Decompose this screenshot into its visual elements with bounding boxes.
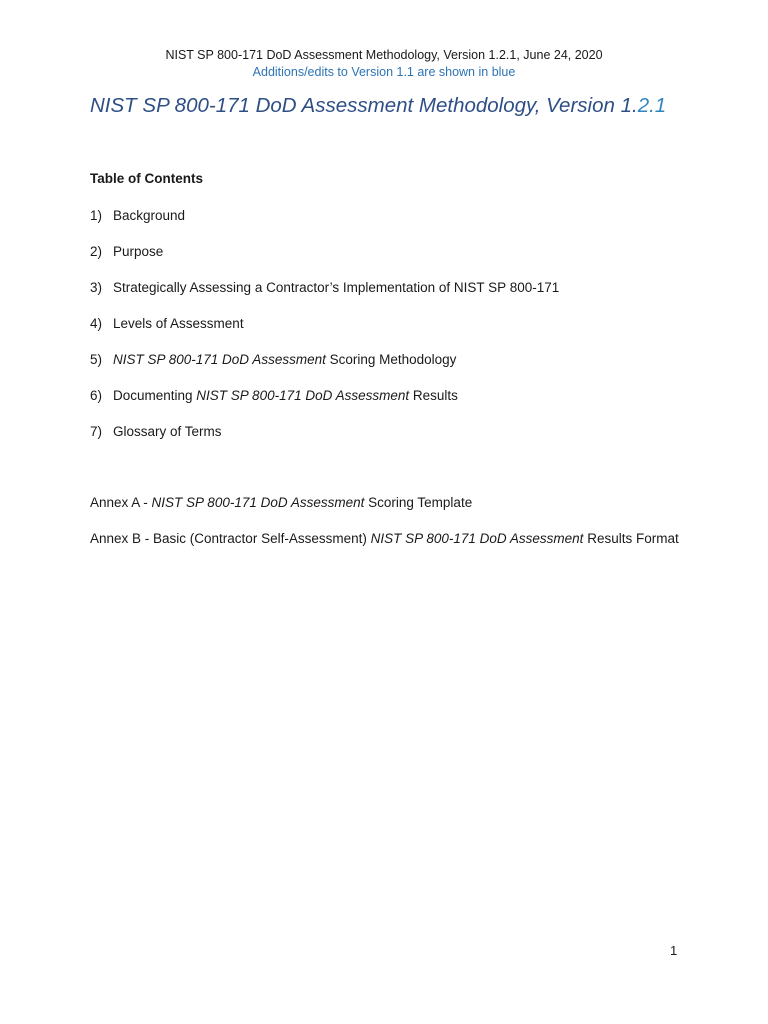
annex-a-entry[interactable] bbox=[90, 494, 472, 512]
toc-item-text: Strategically Assessing a Contractor’s Implementation of NIST SP 800-171 bbox=[113, 280, 560, 295]
toc-item-number: 5) bbox=[90, 352, 103, 367]
toc-item-number: 1) bbox=[90, 208, 103, 223]
toc-item-text: Documenting bbox=[113, 388, 197, 403]
toc-item-documenting-results[interactable] bbox=[90, 387, 559, 423]
toc-item-number: 3) bbox=[90, 280, 103, 295]
annex-suffix: Results Format bbox=[583, 531, 679, 546]
toc-item-number: 6) bbox=[90, 388, 103, 403]
annex-suffix: Scoring Template bbox=[364, 495, 473, 510]
header-edits-note: Additions/edits to Version 1.1 are shown in blue bbox=[252, 65, 516, 79]
running-header bbox=[0, 47, 768, 81]
toc-item-text: Purpose bbox=[113, 244, 164, 259]
annex-prefix: Annex B - Basic (Contractor Self-Assessment) bbox=[90, 531, 371, 546]
toc-item-text: Levels of Assessment bbox=[113, 316, 244, 331]
toc-item-text: Scoring Methodology bbox=[325, 352, 457, 367]
toc-item-italic-text: NIST SP 800-171 DoD Assessment bbox=[113, 352, 326, 367]
page-number: 1 bbox=[670, 943, 678, 958]
toc-item-number: 4) bbox=[90, 316, 103, 331]
annex-italic-text: NIST SP 800-171 DoD Assessment bbox=[151, 495, 365, 510]
toc-item-number: 7) bbox=[90, 424, 103, 439]
toc-item-text-suffix: Results bbox=[409, 388, 458, 403]
annex-prefix: Annex A - bbox=[90, 495, 152, 510]
document-title bbox=[90, 94, 666, 118]
toc-item-purpose[interactable] bbox=[90, 243, 559, 279]
toc-item-scoring-methodology[interactable] bbox=[90, 351, 559, 387]
header-line-1: NIST SP 800-171 DoD Assessment Methodology, Version 1.2.1, June 24, 2020 bbox=[165, 48, 603, 62]
toc-item-levels-of-assessment[interactable] bbox=[90, 315, 559, 351]
toc-item-number: 2) bbox=[90, 244, 103, 259]
title-text: NIST SP 800-171 DoD Assessment Methodology, Version 1. bbox=[90, 94, 638, 117]
toc-heading: Table of Contents bbox=[90, 171, 203, 186]
toc-item-background[interactable] bbox=[90, 207, 559, 243]
title-version-suffix: 2.1 bbox=[637, 94, 667, 117]
table-of-contents bbox=[90, 207, 559, 459]
toc-item-glossary[interactable] bbox=[90, 423, 559, 459]
annex-b-entry[interactable] bbox=[90, 530, 679, 548]
toc-item-italic-text: NIST SP 800-171 DoD Assessment bbox=[196, 388, 410, 403]
annex-italic-text: NIST SP 800-171 DoD Assessment bbox=[370, 531, 584, 546]
toc-item-text: Background bbox=[113, 208, 186, 223]
toc-item-text: Glossary of Terms bbox=[113, 424, 222, 439]
toc-item-strategically-assessing[interactable] bbox=[90, 279, 559, 315]
